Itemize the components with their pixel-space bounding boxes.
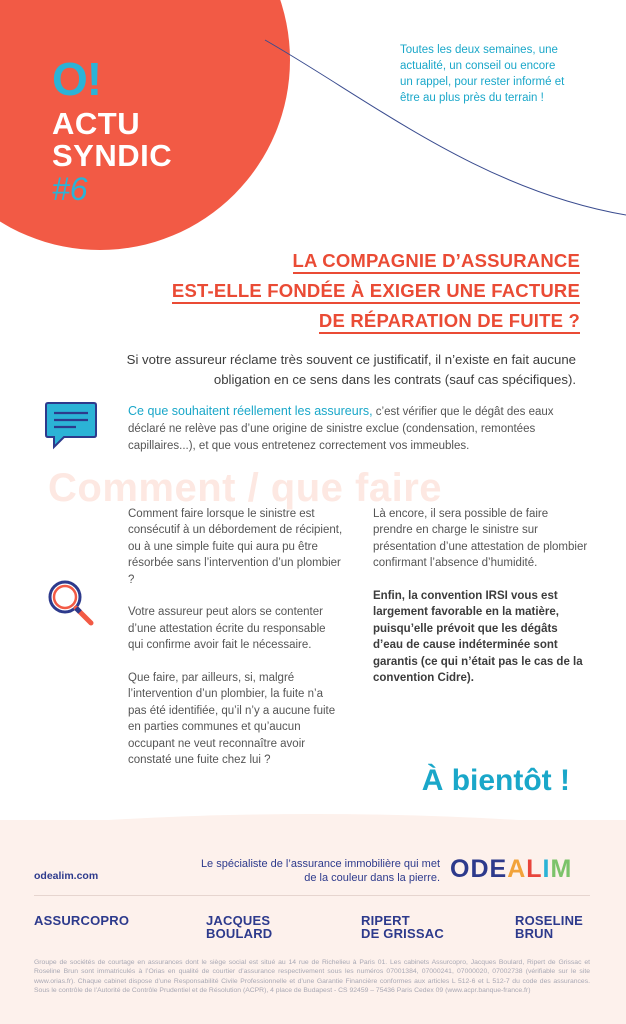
section-watermark: Comment / que faire: [48, 466, 443, 510]
intro-text: Toutes les deux semaines, une actualité, un conseil ou encore un rappel, pour rester informé et être au plus près du terrain !: [400, 44, 565, 104]
closing-text: À bientôt !: [421, 764, 570, 797]
legal-notice: Groupe de sociétés de courtage en assurances dont le siège social est situé au 14 rue de Richelieu à Paris 01. Les cabinets Assurcopro, Jacques Boulard, Ripert de Grissac et Roseline Brun sont immatriculés à l’Orias en qualité de courtier d’assurance respectivement sous les numéros 07001384, 07000241, 07000020, 07002738 (vérifiable sur le site www.orias.fr). Chaque cabinet dispose d’une Responsabilité Civile Professionnelle et d’une Garantie Financière conformes aux articles L 512-6 et L 512-7 du code des assurances. Sous le contrôle de l’Autorité de Contrôle Prudentiel et de Résolution (ACPR), 4 place de Budapest - CS 92459 – 75436 Paris Cedex 09 (www.acpr.banque-france.fr): [34, 959, 590, 995]
logo-letter: O: [450, 855, 471, 883]
logo-letter: I: [542, 855, 551, 883]
cabinet-name-line: ROSELINE: [515, 913, 584, 928]
left-paragraph-3: Que faire, par ailleurs, si, malgré l’intervention d’un plombier, la fuite n’a pas été identifiée, qu’il n’y a aucune fuite en parties communes et qu’aucun occupant ne veut reconnaître avoir constaté une fuite chez lui ?: [128, 672, 336, 767]
headline-line-2: EST-ELLE FONDÉE À EXIGER UNE FACTURE: [172, 280, 580, 304]
cabinet-ripert-de-grissac: [361, 914, 444, 940]
logo-letter: E: [489, 855, 508, 883]
insurers-highlight: Ce que souhaitent réellement les assureurs,: [128, 404, 373, 418]
insurers-paragraph: [128, 403, 580, 455]
footer-curve: [0, 800, 626, 860]
cabinet-name-line: BRUN: [515, 926, 554, 941]
cabinet-name-line: BOULARD: [206, 926, 273, 941]
lead-paragraph: Si votre assureur réclame très souvent ce justificatif, il n’existe en fait aucune obligation en ce sens dans les contrats (sauf cas spécifiques).: [126, 352, 576, 387]
newsletter-brand: [52, 53, 173, 207]
headline-line-3: DE RÉPARATION DE FUITE ?: [319, 310, 580, 334]
logo-letter: A: [507, 855, 527, 883]
insurers-text: c’est vérifier que le dégât des eaux déclaré ne relève pas d’une origine de sinistre exclue (condensation, remontées capillaires...), et que vous entretenez correctement vos immeubles.: [128, 406, 554, 452]
cabinet-name-line: JACQUES: [206, 913, 271, 928]
column-right: [373, 506, 588, 703]
brand-o: O!: [52, 53, 102, 105]
logo-letter: D: [470, 855, 490, 883]
brand-line-actu: ACTU: [52, 106, 141, 141]
headline-line-1: LA COMPAGNIE D’ASSURANCE: [293, 250, 580, 274]
right-paragraph-1: Là encore, il sera possible de faire prendre en charge le sinistre sur présentation d’une attestation de plombier confirmant l’absence d’humidité.: [373, 508, 588, 570]
headline: [172, 246, 580, 336]
left-paragraph-2: Votre assureur peut alors se contenter d’une attestation écrite du responsable qui confirme avoir fait le nécessaire.: [128, 606, 326, 652]
cabinet-name-line: DE GRISSAC: [361, 926, 444, 941]
left-paragraph-1: Comment faire lorsque le sinistre est consécutif à un débordement de récipient, ou à une simple fuite qui aura pu être résorbée sans l’intervention d’un plombier ?: [128, 508, 343, 586]
logo-letter: M: [550, 855, 573, 883]
cabinet-assurcopro: [34, 914, 129, 927]
column-left: [128, 506, 343, 785]
issue-number: #6: [52, 171, 88, 207]
cabinet-name-line: ASSURCOPRO: [34, 913, 130, 928]
logo-letter: L: [526, 855, 543, 883]
magnifier-icon: [44, 576, 96, 628]
footer-divider: [34, 895, 590, 896]
website-link[interactable]: odealim.com: [34, 870, 99, 882]
cabinet-roseline-brun: [515, 914, 583, 940]
chat-icon: [44, 400, 98, 450]
right-paragraph-2: Enfin, la convention IRSI vous est largement favorable en la matière, puisqu’elle prévoit que les dégâts d’eau de cause indéterminée sont garantis (ce qui n’était pas le cas de la convention Cidre).: [373, 590, 583, 685]
cabinet-name-line: RIPERT: [361, 913, 410, 928]
brand-line-syndic: SYNDIC: [52, 138, 173, 173]
odealim-logo: [450, 855, 572, 884]
footer-tagline: Le spécialiste de l’assurance immobilière qui met de la couleur dans la pierre.: [200, 858, 440, 884]
cabinet-jacques-boulard: [206, 914, 272, 940]
